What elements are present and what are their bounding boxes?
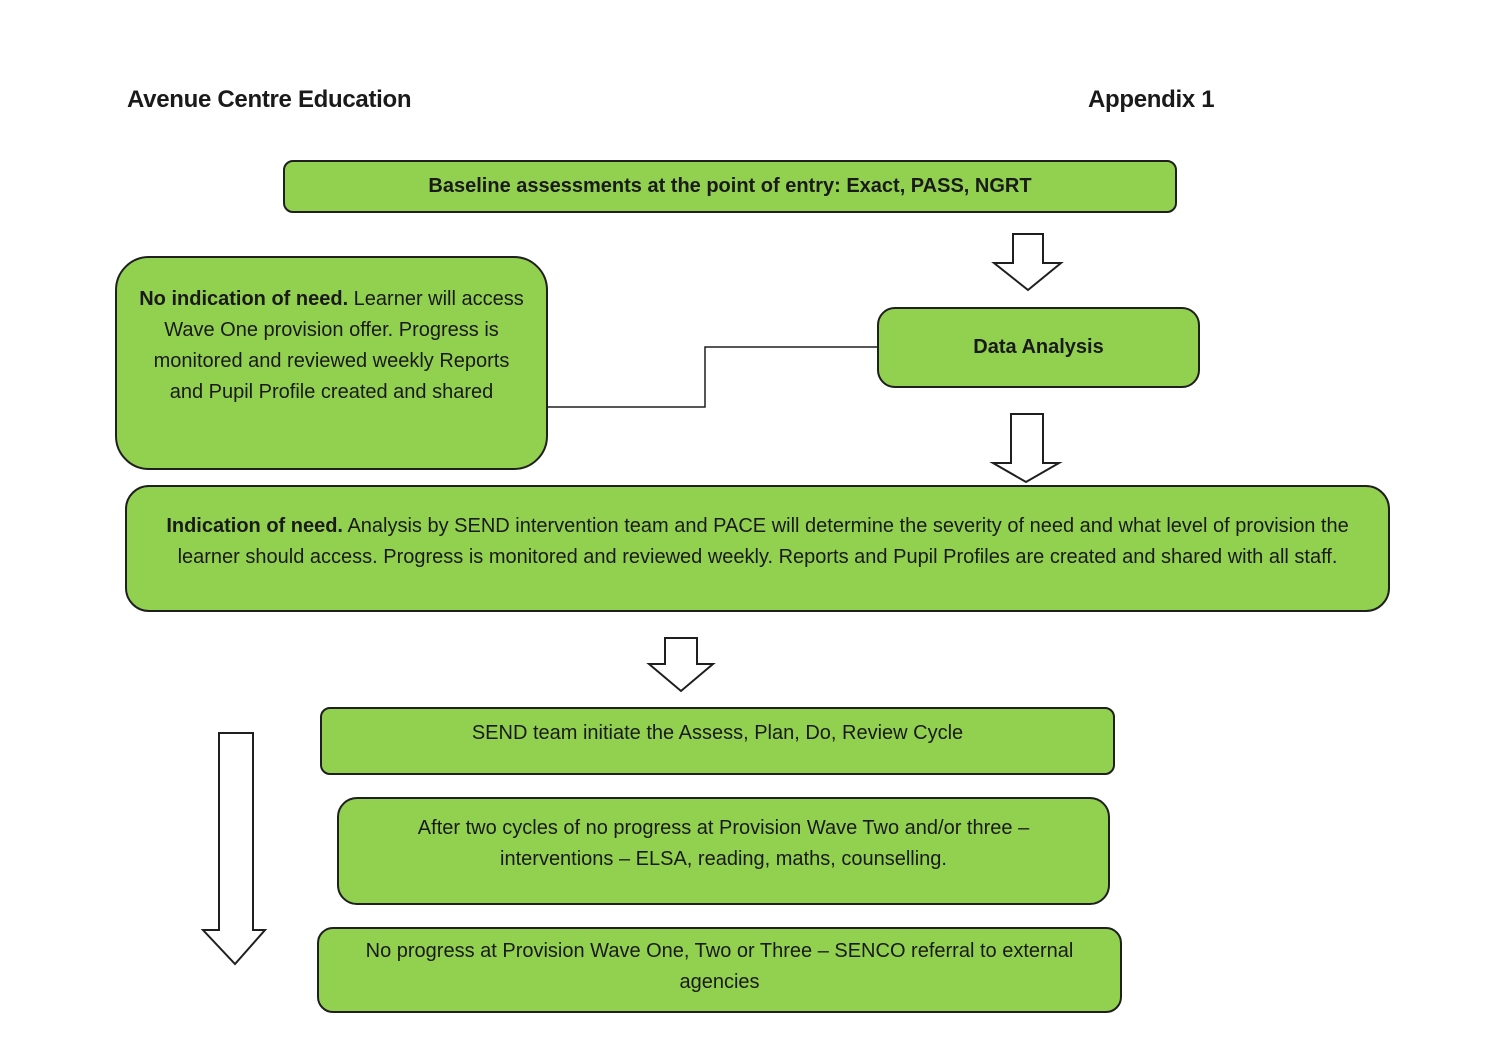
send-team-cycle-box: [320, 707, 1115, 775]
no-indication-lead: No indication of need.: [139, 288, 349, 310]
send-team-text: SEND team initiate the Assess, Plan, Do, Review Cycle: [471, 721, 964, 744]
data-analysis-box: [877, 307, 1200, 388]
baseline-assessments-text: Baseline assessments at the point of entry: Exact, PASS, NGRT: [428, 175, 1032, 197]
indication-text: [159, 511, 1356, 573]
after-two-cycles-box: [337, 797, 1110, 905]
indication-of-need-box: [125, 485, 1390, 612]
down-arrow-icon: [993, 233, 1062, 291]
baseline-assessments-box: [283, 160, 1177, 213]
down-arrow-icon: [648, 637, 715, 692]
data-analysis-text: Data Analysis: [973, 336, 1104, 358]
no-indication-of-need-box: [115, 256, 548, 470]
no-indication-text: [139, 284, 524, 408]
indication-lead: Indication of need.: [166, 514, 343, 537]
after-two-cycles-text: After two cycles of no progress at Provision Wave Two and/or three – interventions – ELSA, reading, maths, counselling.: [417, 817, 1030, 870]
document-title: Avenue Centre Education: [127, 86, 412, 113]
no-indication-rest: Learner will access Wave One provision offer. Progress is monitored and reviewed weekly Reports and Pupil Profile created and shared: [153, 288, 524, 403]
down-arrow-icon: [992, 413, 1060, 483]
no-progress-referral-box: [317, 927, 1122, 1013]
no-progress-text: No progress at Provision Wave One, Two or Three – SENCO referral to external agencies: [365, 940, 1074, 993]
elbow-connector-line: [546, 340, 879, 410]
long-down-arrow-icon: [202, 732, 266, 966]
appendix-label: Appendix 1: [1088, 86, 1215, 113]
indication-rest: Analysis by SEND intervention team and PACE will determine the severity of need and what level of provision the learner should access. Progress is monitored and reviewed weekly. Reports and Pupil Profiles are created and shared with all staff.: [177, 514, 1349, 568]
